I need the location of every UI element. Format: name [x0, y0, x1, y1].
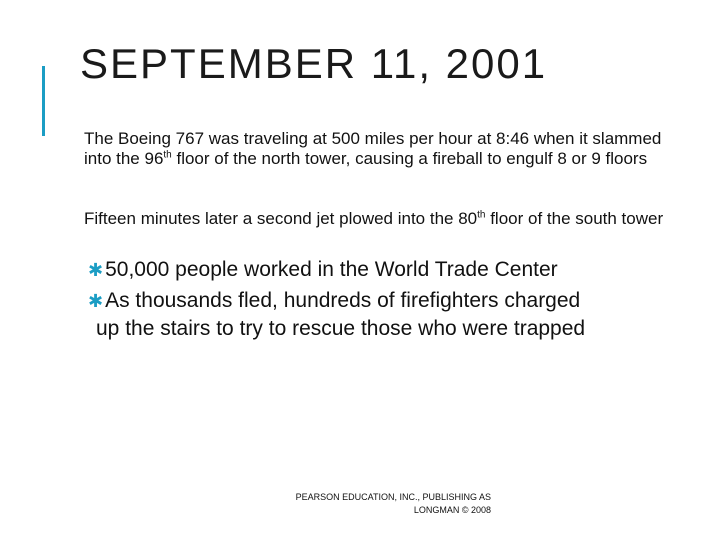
paragraph-text: floor of the south tower [485, 209, 664, 228]
footer-line-2: LONGMAN © 2008 [413, 505, 491, 515]
asterisk-icon: ✱ [88, 260, 104, 280]
title-accent-bar [42, 66, 45, 136]
bullet-text: As thousands fled, hundreds of firefighters charged [105, 289, 581, 312]
paragraph-south-tower [84, 209, 684, 229]
bullet-item [88, 287, 708, 343]
paragraph-text: Fifteen minutes later a second jet plowed into the 80 [84, 209, 478, 228]
footer-credit [240, 491, 491, 517]
ordinal-suffix: th [163, 149, 172, 161]
ordinal-suffix: th [477, 209, 486, 221]
footer-line-1: PEARSON EDUCATION, INC., PUBLISHING AS [295, 492, 491, 502]
paragraph-north-tower [84, 129, 684, 169]
bullet-text: 50,000 people worked in the World Trade Center [105, 258, 558, 281]
paragraph-text: The Boeing 767 was traveling at 500 miles per hour at 8:46 when it slammed into the 96 [84, 129, 662, 168]
bullet-item [88, 256, 708, 284]
asterisk-icon: ✱ [88, 291, 104, 311]
bullet-text-continuation: up the stairs to try to rescue those who were trapped [96, 317, 586, 340]
slide-title: SEPTEMBER 11, 2001 [80, 40, 548, 87]
paragraph-text: floor of the north tower, causing a fireball to engulf 8 or 9 floors [171, 149, 648, 168]
